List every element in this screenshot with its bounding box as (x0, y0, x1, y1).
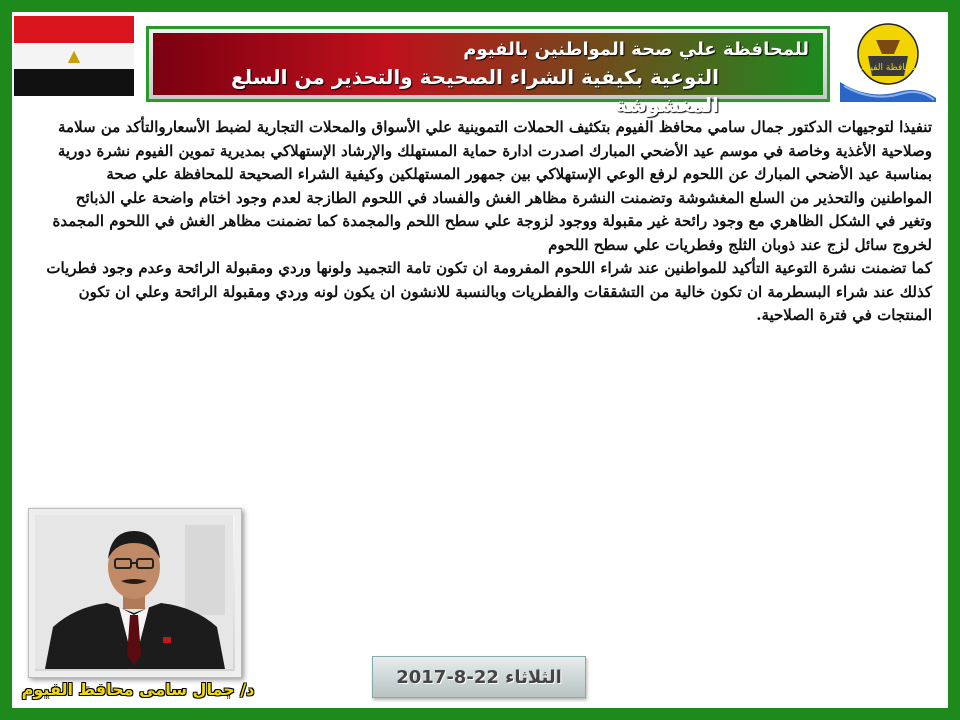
fayoum-governorate-logo (838, 12, 938, 102)
logo-text: محافظة الفيوم (860, 63, 916, 73)
header-line-2: التوعية بكيفية الشراء الصحيحة والتحذير من السلع المغشوشة (230, 65, 719, 117)
article-body (40, 116, 932, 328)
photo-caption: د/ جمال سامى محافظ الفيوم (21, 680, 255, 699)
header-line-1: للمحافظة علي صحة المواطنين بالفيوم (463, 39, 809, 60)
date-badge (372, 656, 586, 698)
header-banner (146, 26, 830, 117)
article-paragraph-1: تنفيذا لتوجيهات الدكتور جمال سامي محافظ الفيوم بتكثيف الحملات التموينية علي الأسواق والمحلات التجارية لضبط الأسعاروالتأكد من سلامة وصلاحية الأغذية وخاصة في موسم عيد الأضحي المبارك اصدرت ادارة حماية المستهلك والإرشاد الإستهلاكي بمديرية تموين الفيوم نشرة دورية بمناسبة عيد الأضحي المبارك عن اللحوم لرفع الوعي الإستهلاكي بين جمهور المستهلكين وكيفية الشراء الصحيحة للمحافظة علي صحة المواطنين والتحذير من السلع المغشوشة وتضمنت النشرة مظاهر الغش والفساد في اللحوم الطازجة لعدم وجود اختام واضحة علي الذبائح وتغير في الشكل الظاهري مع وجود رائحة غير مقبولة ووجود لزوجة علي سطح اللحم والمجمدة كما تضمنت مظاهر الغش في اللحوم المجمدة لخروج سائل لزج عند ذوبان الثلج وفطريات علي سطح اللحوم (52, 118, 932, 254)
date-text: الثلاثاء 22-8-2017 (396, 666, 562, 688)
egypt-flag-icon: ▲ (14, 16, 134, 96)
article-paragraph-2: كما تضمنت نشرة التوعية التأكيد للمواطنين عند شراء اللحوم المفرومة ان تكون تامة التجميد ولونها وردي ومقبولة الرائحة وعدم وجود فطريات كذلك عند شراء البسطرمة ان تكون خالية من التشققات والفطريات وبالنسبة للانشون ان يكون لونه وردي ومقبولة الرائحة وعلي ان تكون المنتجات في فترة الصلاحية. (46, 259, 932, 324)
governor-photo-frame (28, 508, 242, 678)
governor-photo (35, 515, 235, 671)
